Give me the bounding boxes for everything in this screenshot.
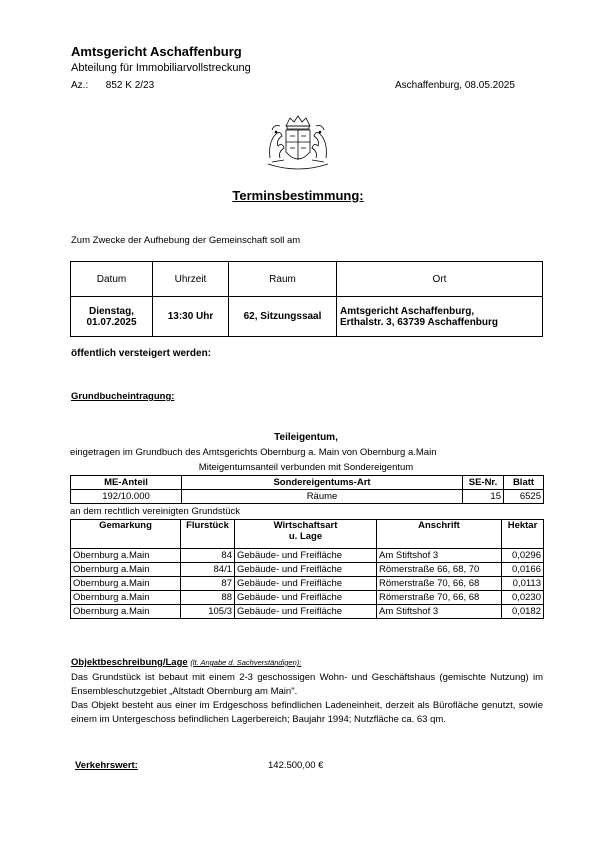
objekt-text-1: Das Grundstück ist bebaut mit einem 2-3 geschossigen Wohn- und Geschäftshaus (gemischte Nutzung) im Ensembleschutzgebiet „Altstadt Obernburg am Main". bbox=[71, 672, 543, 697]
table-row bbox=[71, 490, 544, 504]
miteigentum-text: Miteigentumsanteil verbunden mit Sondereigentum bbox=[198, 462, 414, 473]
termin-date: Dienstag, 01.07.2025 bbox=[71, 297, 153, 337]
header-uhrzeit: Uhrzeit bbox=[153, 262, 229, 297]
header-sondereigentums-art: Sondereigentums-Art bbox=[182, 476, 463, 490]
header-se-nr: SE-Nr. bbox=[463, 476, 504, 490]
eingetragen-text: eingetragen im Grundbuch des Amtsgerichts Obernburg a. Main von Obernburg a.Main bbox=[70, 447, 437, 458]
me-anteil: 192/10.000 bbox=[71, 490, 182, 504]
blatt: 6525 bbox=[504, 490, 544, 504]
termin-time: 13:30 Uhr bbox=[153, 297, 229, 337]
verkehrswert-value: 142.500,00 € bbox=[268, 760, 324, 771]
table-row: Obernburg a.Main 84/1 Gebäude- und Freifläche Römerstraße 66, 68, 70 0,0166 bbox=[71, 563, 544, 577]
header-flurstueck: Flurstück bbox=[181, 520, 235, 549]
appointment-table bbox=[70, 261, 543, 337]
objekt-heading-label: Objektbeschreibung/Lage bbox=[71, 657, 188, 668]
flurstueck-table bbox=[70, 519, 544, 619]
table-header-row bbox=[71, 262, 543, 297]
intro-text: Zum Zwecke der Aufhebung der Gemeinschaft soll am bbox=[71, 235, 301, 246]
table-header-row bbox=[71, 520, 544, 549]
header-anschrift: Anschrift bbox=[377, 520, 502, 549]
header-raum: Raum bbox=[229, 262, 337, 297]
department: Abteilung für Immobiliarvollstreckung bbox=[71, 62, 251, 74]
table-row: Obernburg a.Main 84 Gebäude- und Freifläche Am Stiftshof 3 0,0296 bbox=[71, 549, 544, 563]
page-title: Terminsbestimmung: bbox=[232, 188, 364, 203]
sondereigentums-art: Räume bbox=[182, 490, 463, 504]
az-value: 852 K 2/23 bbox=[105, 80, 155, 91]
me-table bbox=[70, 475, 544, 504]
objekt-heading-note: (lt. Angabe d. Sachverständigen): bbox=[190, 658, 302, 667]
grundstueck-text: an dem rechtlich vereinigten Grundstück bbox=[70, 506, 241, 517]
objekt-description bbox=[71, 671, 543, 727]
termin-room: 62, Sitzungssaal bbox=[229, 297, 337, 337]
file-number bbox=[71, 80, 154, 91]
bavarian-coat-of-arms-icon bbox=[262, 112, 334, 172]
verkehrswert-label: Verkehrswert: bbox=[75, 760, 138, 771]
table-row: Obernburg a.Main 87 Gebäude- und Freifläche Römerstraße 70, 66, 68 0,0113 bbox=[71, 577, 544, 591]
header-blatt: Blatt bbox=[504, 476, 544, 490]
header-me-anteil: ME-Anteil bbox=[71, 476, 182, 490]
table-header-row bbox=[71, 476, 544, 490]
header-wirtschaftsart: Wirtschaftsart u. Lage bbox=[235, 520, 377, 549]
se-nr: 15 bbox=[463, 490, 504, 504]
teileigentum-heading: Teileigentum, bbox=[274, 432, 338, 443]
header-gemarkung: Gemarkung bbox=[71, 520, 181, 549]
table-row bbox=[71, 297, 543, 337]
termin-place: Amtsgericht Aschaffenburg, Erthalstr. 3, 63739 Aschaffenburg bbox=[337, 297, 543, 337]
court-name: Amtsgericht Aschaffenburg bbox=[71, 44, 242, 59]
table-row: Obernburg a.Main 105/3 Gebäude- und Freifläche Am Stiftshof 3 0,0182 bbox=[71, 605, 544, 619]
header-ort: Ort bbox=[337, 262, 543, 297]
objekt-text-2: Das Objekt besteht aus einer im Erdgeschoss befindlichen Ladeneinheit, derzeit als Bürofläche genutzt, sowie einem im Untergeschoss befindlichen Lagerbereich; Baujahr 1994; Nutzfläche ca. 63 qm. bbox=[71, 700, 543, 725]
table-row: Obernburg a.Main 88 Gebäude- und Freifläche Römerstraße 70, 66, 68 0,0230 bbox=[71, 591, 544, 605]
place-date: Aschaffenburg, 08.05.2025 bbox=[395, 80, 515, 91]
objekt-heading bbox=[71, 657, 301, 668]
az-label: Az.: bbox=[71, 80, 89, 91]
header-hektar: Hektar bbox=[502, 520, 544, 549]
grundbuch-heading: Grundbucheintragung: bbox=[71, 391, 175, 402]
sold-text: öffentlich versteigert werden: bbox=[71, 348, 212, 359]
header-datum: Datum bbox=[71, 262, 153, 297]
